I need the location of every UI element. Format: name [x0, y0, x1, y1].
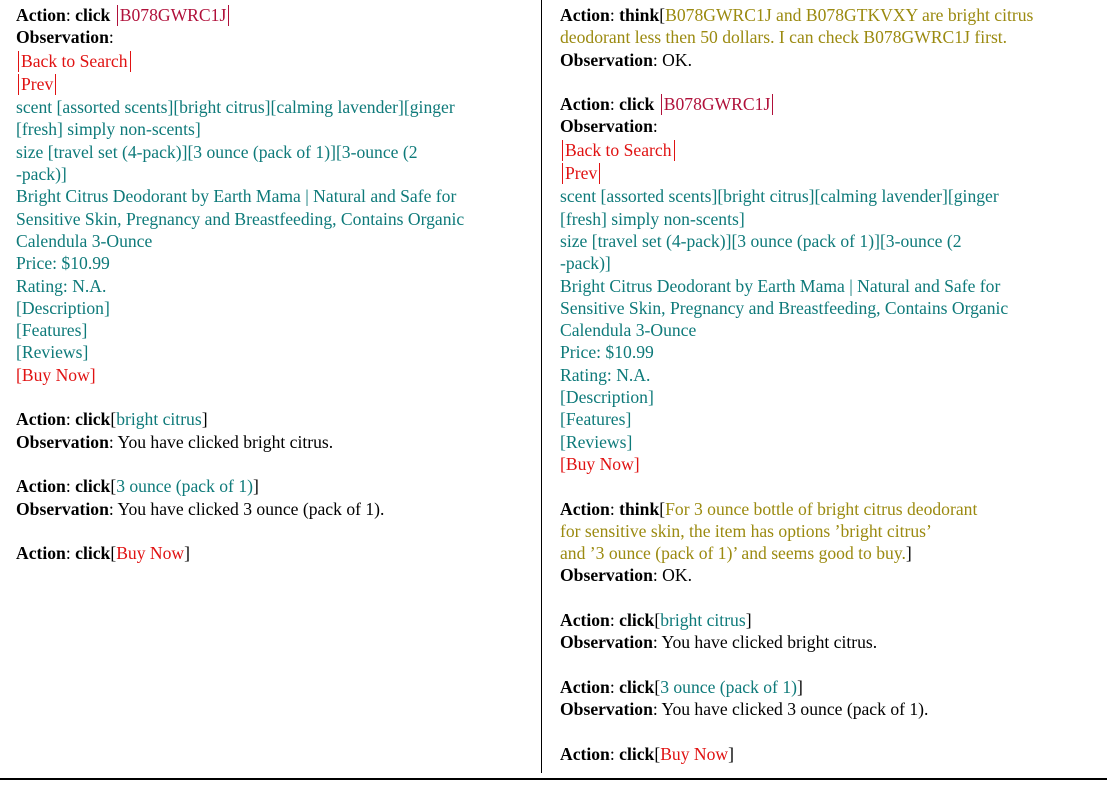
- features-link[interactable]: [Features]: [16, 320, 88, 341]
- observation-line: Observation:: [560, 116, 658, 137]
- product-title: Bright Citrus Deodorant by Earth Mama | Natural and Safe for Sensitive Skin, Pregnancy and Breastfeeding, Contains Organic Calendula 3-Ounce: [560, 275, 1009, 341]
- prev-button[interactable]: Prev: [560, 162, 1100, 184]
- observation-line: Observation: You have clicked bright citrus.: [560, 632, 878, 653]
- action-line: Action: click[3 ounce (pack of 1)]: [16, 476, 259, 497]
- price-text: Price: $10.99: [560, 342, 654, 363]
- bright-citrus-option[interactable]: bright citrus: [116, 409, 202, 430]
- action-line: Action: click B078GWRC1J: [560, 93, 1100, 115]
- observation-line: Observation: OK.: [560, 49, 692, 70]
- action-line: Action: click[3 ounce (pack of 1)]: [560, 676, 803, 697]
- reviews-link[interactable]: [Reviews]: [16, 342, 89, 363]
- description-link[interactable]: [Description]: [16, 297, 110, 318]
- rating-text: Rating: N.A.: [560, 364, 651, 385]
- think-line: Action: think[B078GWRC1J and B078GTKVXY are bright citrus deodorant less then 50 dollars. I can check B078GWRC1J first.: [560, 5, 1034, 48]
- buy-now-button[interactable]: [Buy Now]: [560, 453, 640, 474]
- size-options[interactable]: size [travel set (4-pack)][3 ounce (pack of 1)][3-ounce (2 -pack)]: [560, 230, 962, 274]
- buy-now-target[interactable]: Buy Now: [116, 543, 185, 564]
- size-option[interactable]: 3 ounce (pack of 1): [116, 476, 253, 497]
- think-line: Action: think[For 3 ounce bottle of bright citrus deodorant for sensitive skin, the item has options ’bright citrus’ and ’3 ounce (pack of 1)’ and seems good to buy.]: [560, 498, 978, 564]
- back-to-search-button[interactable]: Back to Search: [560, 139, 1100, 161]
- column-divider: [541, 0, 542, 773]
- product-id-link[interactable]: B078GWRC1J: [117, 5, 230, 26]
- product-id-link[interactable]: B078GWRC1J: [661, 94, 774, 115]
- price-text: Price: $10.99: [16, 253, 110, 274]
- right-trajectory: [560, 4, 1100, 765]
- observation-line: Observation: You have clicked bright citrus.: [16, 431, 334, 452]
- observation-line: Observation: You have clicked 3 ounce (pack of 1).: [16, 498, 385, 519]
- action-line: Action: click[bright citrus]: [16, 409, 208, 430]
- action-line: Action: click[Buy Now]: [560, 743, 734, 764]
- action-line: Action: click B078GWRC1J: [16, 4, 521, 26]
- buy-now-target[interactable]: Buy Now: [660, 743, 729, 764]
- action-line: Action: click[bright citrus]: [560, 610, 752, 631]
- action-line: Action: click[Buy Now]: [16, 543, 190, 564]
- left-trajectory: [16, 4, 521, 564]
- description-link[interactable]: [Description]: [560, 387, 654, 408]
- product-title: Bright Citrus Deodorant by Earth Mama | Natural and Safe for Sensitive Skin, Pregnancy and Breastfeeding, Contains Organic Calendula 3-Ounce: [16, 186, 465, 251]
- observation-line: Observation:: [16, 27, 114, 48]
- bright-citrus-option[interactable]: bright citrus: [660, 610, 746, 631]
- bottom-rule: [0, 778, 1107, 780]
- features-link[interactable]: [Features]: [560, 409, 632, 430]
- observation-line: Observation: OK.: [560, 565, 692, 586]
- size-option[interactable]: 3 ounce (pack of 1): [660, 676, 797, 697]
- observation-line: Observation: You have clicked 3 ounce (pack of 1).: [560, 699, 929, 720]
- scent-options[interactable]: scent [assorted scents][bright citrus][calming lavender][ginger [fresh] simply non-scents]: [560, 186, 999, 229]
- reviews-link[interactable]: [Reviews]: [560, 431, 633, 452]
- scent-options[interactable]: scent [assorted scents][bright citrus][calming lavender][ginger [fresh] simply non-scents]: [16, 97, 455, 140]
- size-options[interactable]: size [travel set (4-pack)][3 ounce (pack of 1)][3-ounce (2 -pack)]: [16, 141, 418, 185]
- buy-now-button[interactable]: [Buy Now]: [16, 364, 96, 385]
- back-to-search-button[interactable]: Back to Search: [16, 50, 521, 72]
- prev-button[interactable]: Prev: [16, 73, 521, 95]
- rating-text: Rating: N.A.: [16, 275, 107, 296]
